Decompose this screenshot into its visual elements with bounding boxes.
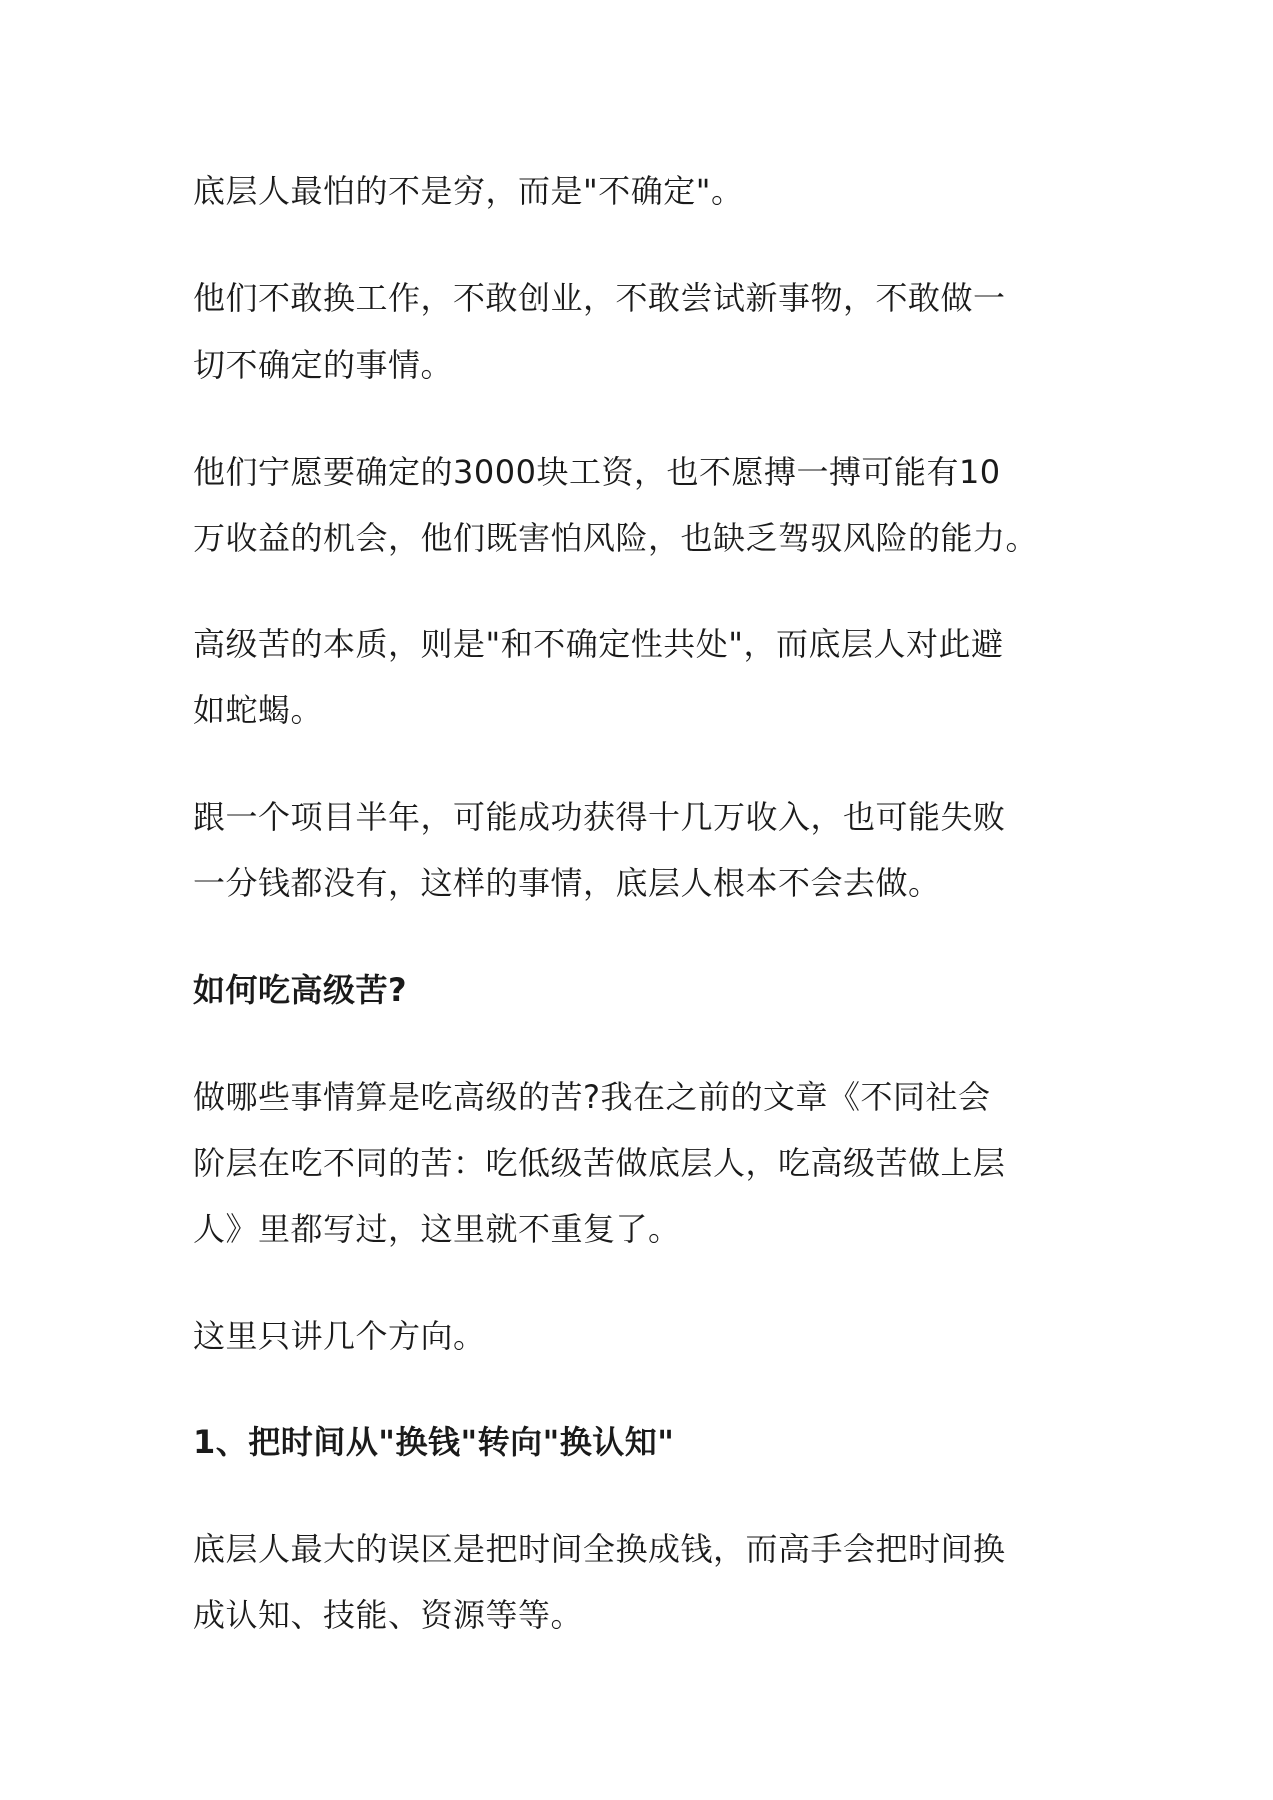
paragraph-line: 阶层在吃不同的苦：吃低级苦做底层人，吃高级苦做上层 [193,1144,1006,1182]
section-heading: 如何吃高级苦? [193,971,408,1009]
paragraph-line: 他们不敢换工作，不敢创业，不敢尝试新事物，不敢做一 [193,279,1006,317]
paragraph-line: 这里只讲几个方向。 [193,1317,486,1355]
paragraph-line: 跟一个项目半年，可能成功获得十几万收入，也可能失败 [193,798,1006,836]
paragraph-line: 如蛇蝎。 [193,691,324,729]
paragraph-line: 做哪些事情算是吃高级的苦?我在之前的文章《不同社会 [193,1078,991,1116]
paragraph-line: 切不确定的事情。 [193,346,454,384]
paragraph-line: 底层人最大的误区是把时间全换成钱，而高手会把时间换 [193,1530,1006,1568]
paragraph-line: 万收益的机会，他们既害怕风险，也缺乏驾驭风险的能力。 [193,519,1039,557]
paragraph-line: 他们宁愿要确定的3000块工资，也不愿搏一搏可能有10 [193,453,1001,491]
subsection-heading: 1、把时间从"换钱"转向"换认知" [193,1423,675,1461]
paragraph-line: 人》里都写过，这里就不重复了。 [193,1210,681,1248]
paragraph-line: 一分钱都没有，这样的事情，底层人根本不会去做。 [193,864,941,902]
paragraph-line: 成认知、技能、资源等等。 [193,1596,584,1634]
paragraph-line: 底层人最怕的不是穷，而是"不确定"。 [193,172,744,210]
paragraph-line: 高级苦的本质，则是"和不确定性共处"，而底层人对此避 [193,625,1004,663]
